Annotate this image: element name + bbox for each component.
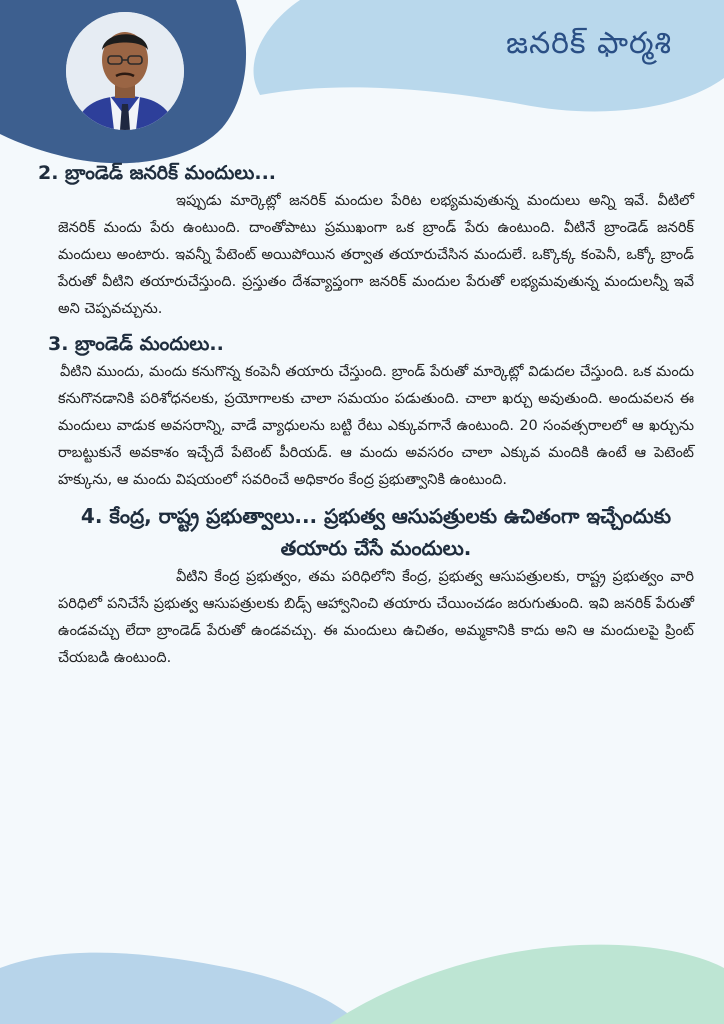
person-avatar-icon: [66, 12, 184, 130]
section-heading-government: 4. కేంద్ర, రాష్ట్ర ప్రభుత్వాలు... ప్రభుత్వ ఆసుపత్రులకు ఉచితంగా ఇచ్చేందుకు తయారు చేసే మందులు.: [80, 504, 672, 560]
section-heading-branded: 3. బ్రాండెడ్ మందులు..: [48, 333, 224, 355]
page-title: జనరిక్ ఫార్మశి: [506, 26, 672, 61]
author-photo: [66, 12, 184, 130]
section-body-branded-generic: ఇప్పుడు మార్కెట్లో జనరిక్ మందుల పేరిట లభ్యమవుతున్న మందులు అన్ని ఇవే. వీటిలో జెనరిక్ మందు పేరు ఉంటుంది. దాంతోపాటు ప్రముఖంగా ఒక బ్రాండ్ పేరు ఉంటుంది. వీటినే బ్రాండెడ్ జనరిక్ మందులు అంటారు. ఇవన్నీ పేటెంట్ అయిపోయిన తర్వాత తయారుచేసిన మందులే. ఒక్కొక్క కంపెనీ, ఒక్కో బ్రాండ్ పేరుతో వీటిని తయారుచేస్తుంది. ప్రస్తుతం దేశవ్యాప్తంగా జనరిక్ మందుల పేరుతో లభ్యమవుతున్న మందులన్నీ ఇవే అని చెప్పవచ్చును.: [58, 193, 694, 317]
section-body-branded: వీటిని ముందు, మందు కనుగొన్న కంపెనీ తయారు చేస్తుంది. బ్రాండ్ పేరుతో మార్కెట్లో విడుదల చేస్తుంది. ఒక మందు కనుగొనడానికి పరిశోధనలకు, ప్రయోగాలకు చాలా సమయం పడుతుంది. చాలా ఖర్చు అవుతుంది. అందువలన ఈ మందులు వాడుక అవసరాన్ని, వాడే వ్యాధులను బట్టి రేటు ఎక్కువగానే ఉంటుంది. 20 సంవత్సరాలలో ఆ ఖర్చును రాబట్టుకునే అవకాశం ఇచ్చేదే పేటెంట్ పీరియడ్. ఆ మందు అవసరం చాలా ఎక్కువ మందికి ఉంటే ఆ పెటెంట్ హక్కును, ఆ మందు విషయంలో సవరించే అధికారం కేంద్ర ప్రభుత్వానికి ఉంటుంది.: [58, 364, 694, 488]
section-heading-branded-generic: 2. బ్రాండెడ్ జనరిక్ మందులు...: [38, 162, 277, 184]
article-content: [38, 158, 694, 672]
bottom-left-blob: [0, 953, 360, 1024]
section-body-government: వీటిని కేంద్ర ప్రభుత్వం, తమ పరిధిలోని కేంద్ర, ప్రభుత్వ ఆసుపత్రులకు, రాష్ట్ర ప్రభుత్వం వారి పరిధిలో పనిచేసే ప్రభుత్వ ఆసుపత్రులకు బిడ్స్ ఆహ్వానించి తయారు చేయించడం జరుగుతుంది. ఇవి జనరిక్ పేరుతో ఉండవచ్చు లేదా బ్రాండెడ్ పేరుతో ఉండవచ్చు. ఈ మందులు ఉచితం, అమ్మకానికి కాదు అని ఆ మందులపై ప్రింట్ చేయబడి ఉంటుంది.: [58, 569, 694, 666]
bottom-right-blob: [330, 945, 724, 1024]
